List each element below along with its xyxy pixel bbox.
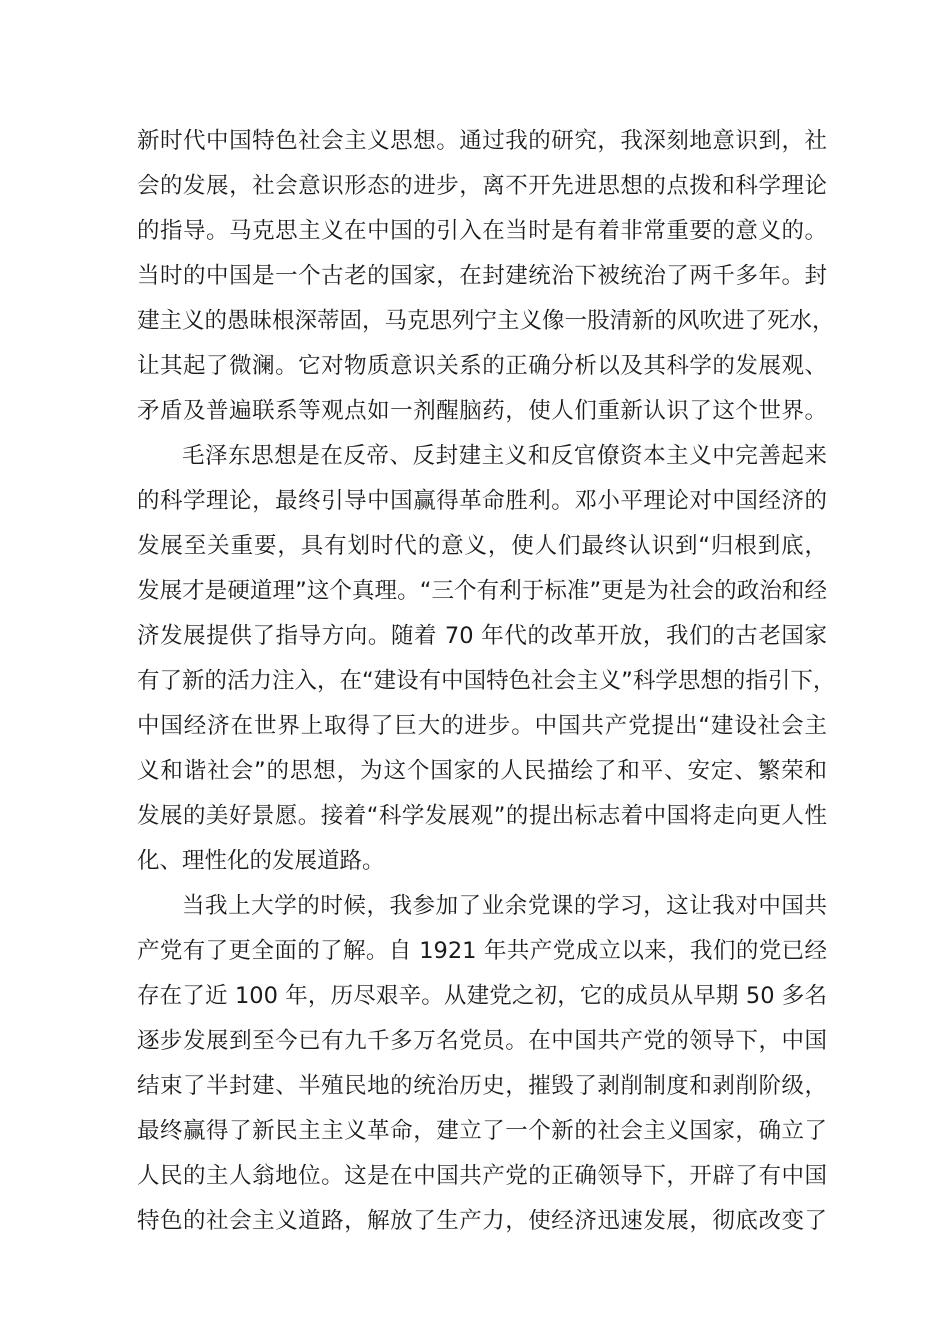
text-line: 人民的主人翁地位。这是在中国共产党的正确领导下，开辟了有中国 [137, 1163, 827, 1189]
text-line: 存在了近 100 年，历尽艰辛。从建党之初，它的成员从早期 50 多名 [137, 983, 827, 1009]
text-line: 建主义的愚昧根深蒂固，马克思列宁主义像一股清新的风吹进了死水， [137, 308, 835, 334]
text-line: 义和谐社会”的思想，为这个国家的人民描绘了和平、安定、繁荣和 [137, 758, 827, 784]
text-line: 结束了半封建、半殖民地的统治历史，摧毁了剥削制度和剥削阶级， [137, 1073, 827, 1099]
text-line: 毛泽东思想是在反帝、反封建主义和反官僚资本主义中完善起来 [182, 443, 827, 469]
text-line: 的指导。马克思主义在中国的引入在当时是有着非常重要的意义的。 [137, 218, 827, 244]
text-line: 最终赢得了新民主主义革命，建立了一个新的社会主义国家，确立了 [137, 1118, 827, 1144]
text-line: 让其起了微澜。它对物质意识关系的正确分析以及其科学的发展观、 [137, 353, 827, 379]
text-line: 发展的美好景愿。接着“科学发展观”的提出标志着中国将走向更人性 [137, 803, 827, 829]
text-line: 中国经济在世界上取得了巨大的进步。中国共产党提出“建设社会主 [137, 713, 827, 739]
text-line: 的科学理论，最终引导中国赢得革命胜利。邓小平理论对中国经济的 [137, 488, 827, 514]
text-line: 有了新的活力注入，在“建设有中国特色社会主义”科学思想的指引下， [137, 668, 836, 694]
text-line: 产党有了更全面的了解。自 1921 年共产党成立以来，我们的党已经 [137, 938, 827, 964]
text-line: 发展才是硬道理”这个真理。“三个有利于标准”更是为社会的政治和经 [137, 578, 827, 604]
text-line: 矛盾及普遍联系等观点如一剂醒脑药，使人们重新认识了这个世界。 [137, 398, 827, 424]
text-line: 化、理性化的发展道路。 [137, 848, 385, 874]
text-line: 特色的社会主义道路，解放了生产力，使经济迅速发展，彻底改变了 [137, 1208, 827, 1234]
text-line: 当时的中国是一个古老的国家，在封建统治下被统治了两千多年。封 [137, 263, 827, 289]
text-line: 会的发展，社会意识形态的进步，离不开先进思想的点拨和科学理论 [137, 173, 827, 199]
text-line: 济发展提供了指导方向。随着 70 年代的改革开放，我们的古老国家 [137, 623, 827, 649]
text-line: 新时代中国特色社会主义思想。通过我的研究，我深刻地意识到，社 [137, 128, 827, 154]
text-line: 发展至关重要，具有划时代的意义，使人们最终认识到“归根到底， [137, 533, 827, 559]
document-body [137, 119, 836, 1244]
text-line: 当我上大学的时候，我参加了业余党课的学习，这让我对中国共 [182, 893, 827, 919]
text-line: 逐步发展到至今已有九千多万名党员。在中国共产党的领导下，中国 [137, 1028, 827, 1054]
